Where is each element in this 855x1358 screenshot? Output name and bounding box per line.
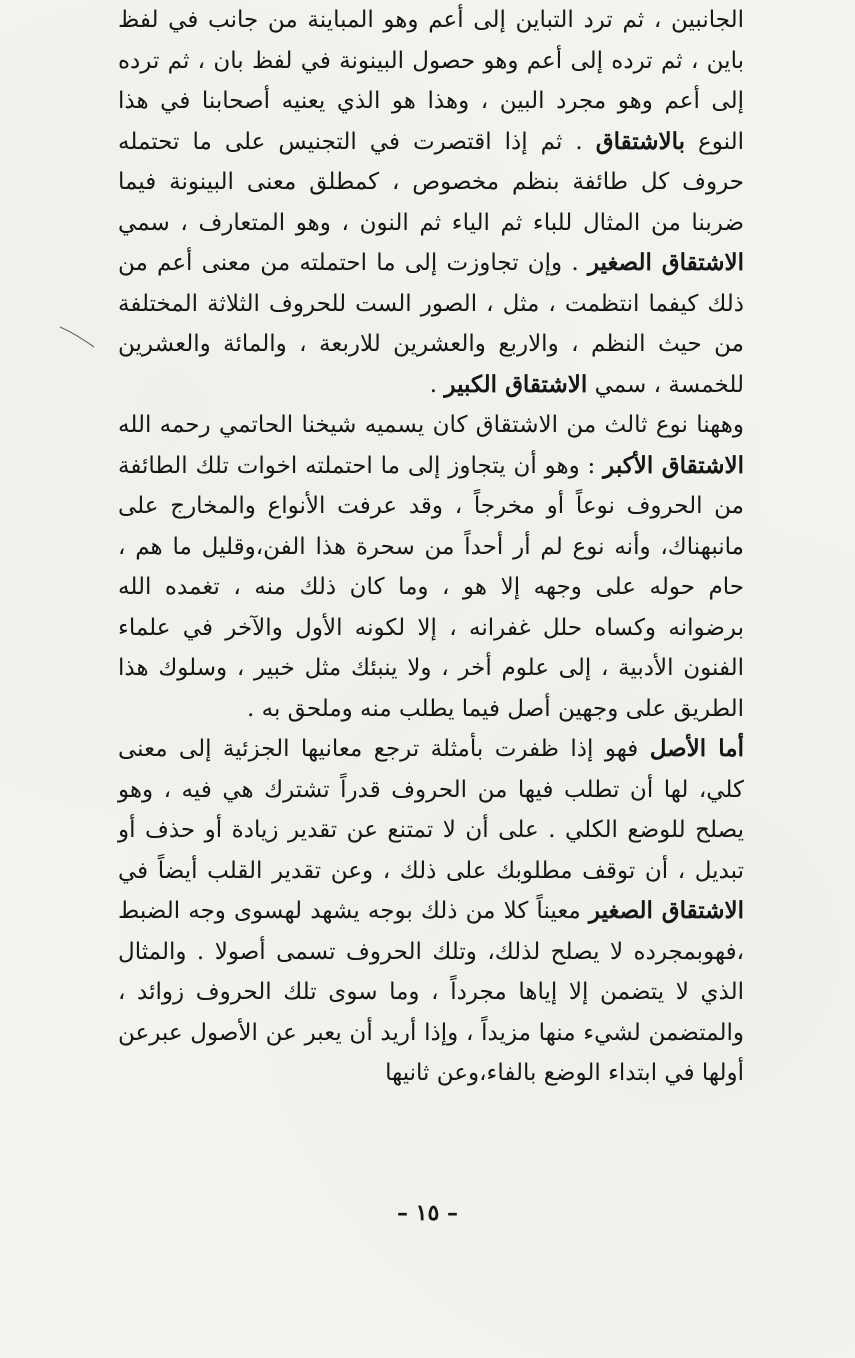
bold-term: الاشتقاق الأكبر xyxy=(603,451,744,479)
bold-term: الاشتقاق الكبير xyxy=(444,370,588,398)
text-run: فهو إذا ظفرت بأمثلة ترجع معانيها الجزئية إلى معنى كلي، لها أن تطلب فيها من الحروف قدراً تشترك هي فيه ، وهو يصلح للوضع الكلي . على أن لا تمتنع عن تقدير زيادة أو حذف أو تبديل ، أن توقف مطلوبك على ذلك ، وعن تقدير القلب أيضاً في xyxy=(118,736,744,884)
text-run: وههنا نوع ثالث من الاشتقاق كان يسميه شيخنا الحاتمي رحمه الله xyxy=(118,412,744,438)
text-run: الجانبين ، ثم ترد التباين إلى أعم وهو المباينة من جانب في لفظ باين ، ثم ترده إلى أعم وهو حصول البينونة في لفظ بان ، ثم ترده إلى أعم وهو مجرد البين ، وهذا هو الذي يعنيه أصحابنا في هذا النوع xyxy=(118,7,744,155)
text-run: . ثم إذا اقتصرت في التجنيس على ما تحتمله حروف كل طائفة بنظم مخصوص ، كمطلق معنى البينونة فيما ضربنا من المثال للباء ثم الياء ثم النون ، وهو المتعارف ، سمي xyxy=(118,128,744,236)
body-text xyxy=(118,0,744,1094)
paragraph xyxy=(118,405,744,729)
text-run: معيناً كلا من ذلك بوجه يشهد لهسوى وجه الضبط ،فهوبمجرده لا يصلح لذلك، وتلك الحروف تسمى أصولا . والمثال الذي لا يتضمن إلا إياها مجرداً ، وما سوى تلك الحروف زوائد ، والمتضمن لشيء منها مزيداً ، وإذا أريد أن يعبر عن الأصول عبرعن أولها في ابتداء الوضع بالفاء،وعن ثانيها xyxy=(118,898,744,1086)
text-run: . وإن تجاوزت إلى ما احتملته من معنى أعم من ذلك كيفما انتظمت ، مثل ، الصور الست للحروف الثلاثة المختلفة من حيث النظم ، والاربع والعشرين للاربعة ، والمائة والعشرين للخمسة ، سمي xyxy=(118,250,744,398)
bold-term: بالاشتقاق xyxy=(595,127,686,155)
text-run: . xyxy=(429,371,445,398)
margin-pencil-mark xyxy=(58,324,96,350)
bold-term: أما الأصل xyxy=(649,735,744,762)
text-run: : وهو أن يتجاوز إلى ما احتملته اخوات تلك الطائفة من الحروف نوعاً أو مخرجاً ، وقد عرفت الأنواع والمخارج على مانبهناك، وأنه نوع لم أر أحداً من سحرة هذا الفن،وقليل ما هم ، حام حوله على وجهه إلا هو ، وما كان ذلك منه ، تغمده الله برضوانه وكساه حلل غفرانه ، إلا لكونه الأول والآخر في علماء الفنون الأدبية ، إلى علوم أخر ، ولا ينبئك مثل خبير ، وسلوك هذا الطريق على وجهين أصل فيما يطلب منه وملحق به . xyxy=(118,452,744,722)
page-number: – ١٥ – xyxy=(397,1200,458,1226)
bold-term: الاشتقاق الصغير xyxy=(587,249,744,276)
paragraph xyxy=(118,729,744,1094)
bold-term: الاشتقاق الصغير xyxy=(588,897,744,924)
paragraph xyxy=(118,0,744,405)
